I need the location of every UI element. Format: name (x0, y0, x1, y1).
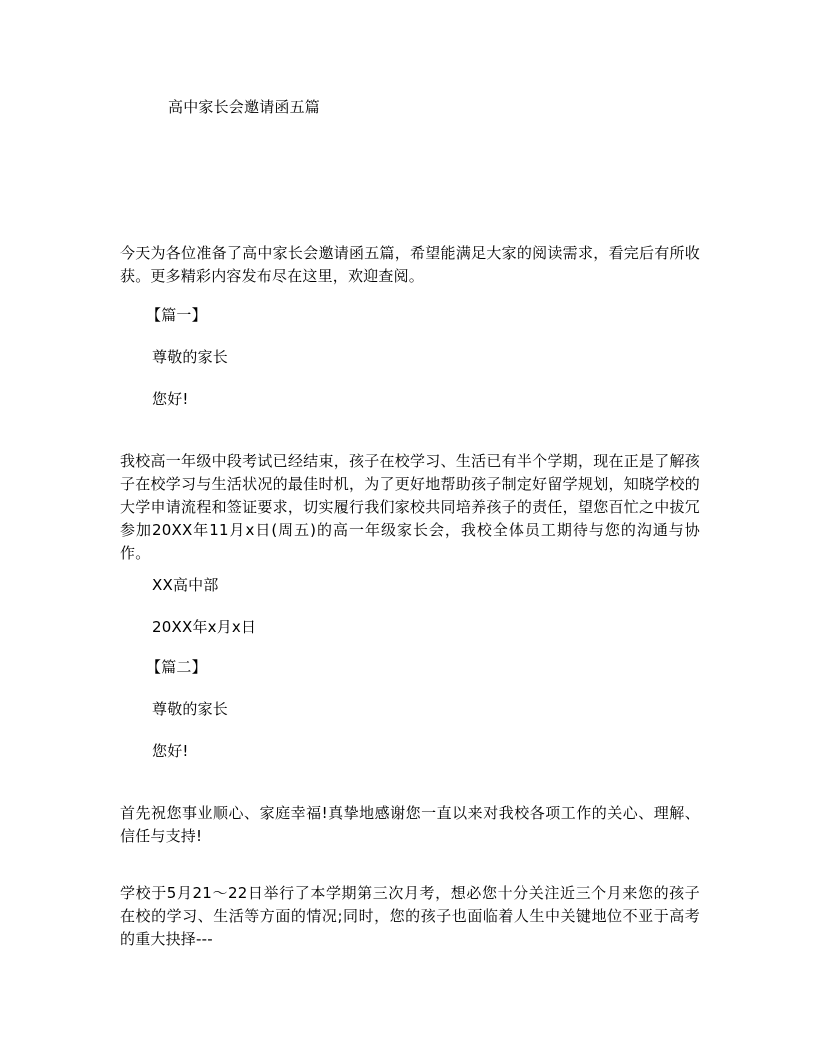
section2-salutation: 尊敬的家长 (152, 700, 229, 718)
section1-heading: 【篇一】 (146, 306, 207, 324)
section2-body-1: 首先祝您事业顺心、家庭幸福!真挚地感谢您一直以来对我校各项工作的关心、理解、信任与支持! (120, 804, 700, 845)
document-title: 高中家长会邀请函五篇 (168, 98, 321, 116)
section2-body-2: 学校于5月21～22日举行了本学期第三次月考，想必您十分关注近三个月来您的孩子在校的学习、生活等方面的情况;同时，您的孩子也面临着人生中关键地位不亚于高考的重大抉择--- (120, 884, 700, 948)
section1-date: 20XX年x月x日 (152, 618, 257, 636)
section1-signature: XX高中部 (152, 576, 219, 594)
intro-paragraph: 今天为各位准备了高中家长会邀请函五篇，希望能满足大家的阅读需求，看完后有所收获。更多精彩内容发布尽在这里，欢迎查阅。 (120, 244, 700, 285)
section2-greeting: 您好! (152, 742, 189, 760)
section1-greeting: 您好! (152, 390, 189, 408)
section2-heading: 【篇二】 (146, 658, 207, 676)
section1-salutation: 尊敬的家长 (152, 348, 229, 366)
section1-body: 我校高一年级中段考试已经结束，孩子在校学习、生活已有半个学期，现在正是了解孩子在校学习与生活状况的最佳时机，为了更好地帮助孩子制定好留学规划，知晓学校的大学申请流程和签证要求，切实履行我们家校共同培养孩子的责任，望您百忙之中拔冗参加20XX年11月x日(周五)的高一年级家长会，我校全体员工期待与您的沟通与协作。 (120, 452, 700, 562)
